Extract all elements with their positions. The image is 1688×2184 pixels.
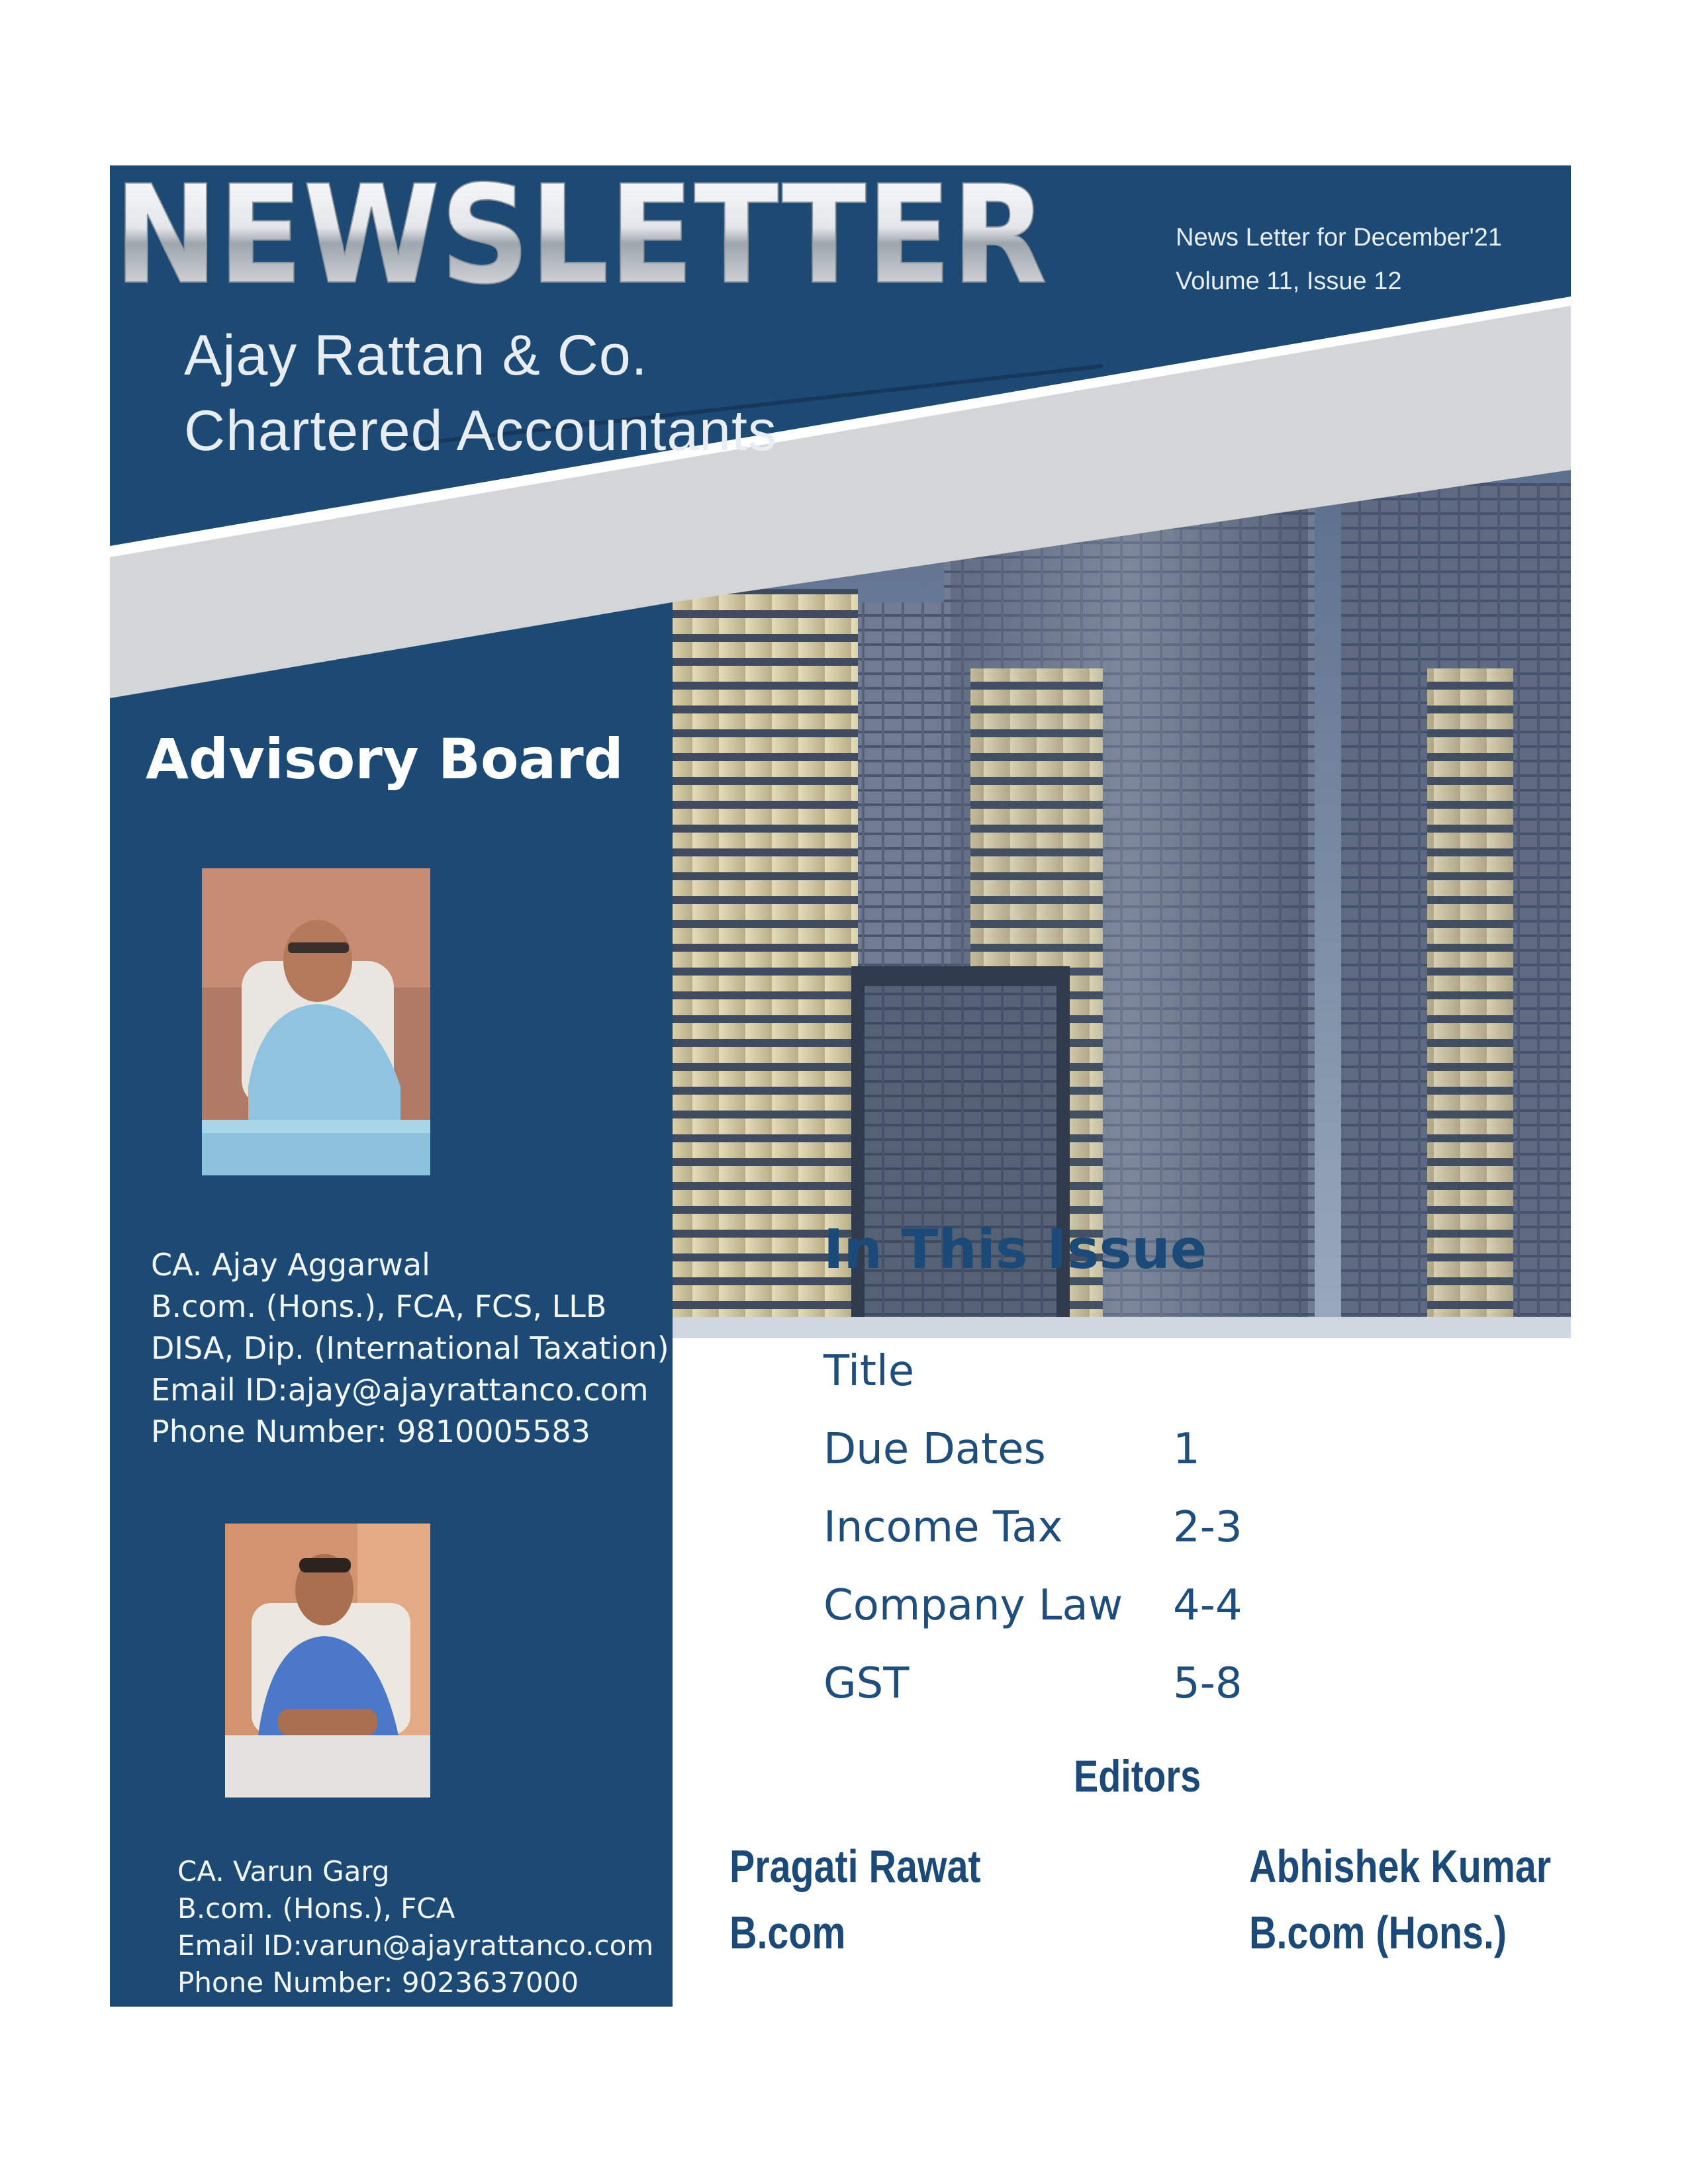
- issue-volume: Volume 11, Issue 12: [1176, 267, 1402, 295]
- advisor-qualifications: B.com. (Hons.), FCA: [177, 1892, 455, 1925]
- advisory-board-heading: Advisory Board: [146, 727, 624, 792]
- advisor-phone: Phone Number: 9810005583: [151, 1414, 590, 1449]
- toc-label: GST: [823, 1659, 910, 1708]
- building-photo: [673, 470, 1571, 1338]
- advisor-extra-qualifications: DISA, Dip. (International Taxation): [151, 1330, 669, 1366]
- advisor-name: CA. Varun Garg: [177, 1855, 390, 1888]
- advisor-bio-1: [151, 1244, 669, 1453]
- editor-qualification: B.com (Hons.): [1249, 1907, 1507, 1958]
- in-this-issue-heading: In This Issue: [823, 1218, 1207, 1281]
- toc-pages: 2-3: [1173, 1503, 1243, 1552]
- issue-month: News Letter for December'21: [1176, 224, 1503, 251]
- editor-name: Abhishek Kumar: [1249, 1841, 1552, 1892]
- toc-pages: 1: [1173, 1425, 1200, 1474]
- advisor-email: Email ID:ajay@ajayrattanco.com: [151, 1372, 649, 1408]
- portrait-photo: [225, 1524, 430, 1797]
- editors-heading: Editors: [1074, 1751, 1201, 1801]
- advisor-phone: Phone Number: 9023637000: [177, 1966, 579, 1999]
- cover-panel: [110, 165, 1571, 2007]
- editor-card: [1249, 1833, 1551, 1966]
- toc-label: Due Dates: [823, 1425, 1046, 1474]
- newsletter-title-text: NEWSLETTER: [114, 165, 1047, 311]
- toc-label: Title: [823, 1347, 915, 1396]
- firm-subtitle: Chartered Accountants: [184, 399, 777, 463]
- toc-label: Company Law: [823, 1581, 1123, 1630]
- advisor-email: Email ID:varun@ajayrattanco.com: [177, 1929, 654, 1962]
- advisor-name: CA. Ajay Aggarwal: [151, 1247, 430, 1283]
- firm-name: Ajay Rattan & Co.: [184, 324, 648, 387]
- editor-name: Pragati Rawat: [729, 1841, 981, 1892]
- advisor-qualifications: B.com. (Hons.), FCA, FCS, LLB: [151, 1289, 607, 1324]
- editor-card: [729, 1833, 981, 1966]
- toc-pages: 4-4: [1173, 1581, 1243, 1630]
- editor-qualification: B.com: [729, 1907, 846, 1958]
- portrait-photo: [202, 868, 430, 1175]
- toc-label: Income Tax: [823, 1503, 1063, 1552]
- newsletter-title: [110, 165, 1056, 311]
- advisor-bio-2: [177, 1853, 653, 2001]
- toc-pages: 5-8: [1173, 1659, 1243, 1708]
